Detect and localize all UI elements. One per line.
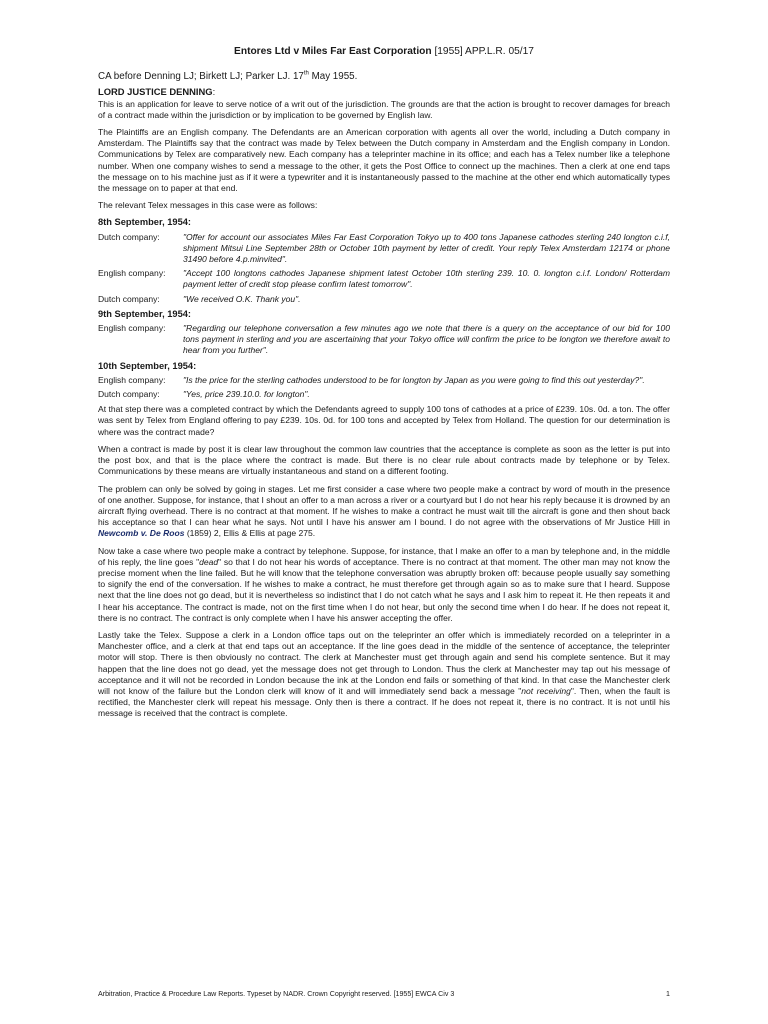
paragraph bbox=[98, 630, 670, 720]
telex-day bbox=[98, 309, 670, 357]
paragraph-text: Now take a case where two people make a contract by telephone. Suppose, for instance, that I make an offer to a man by telephone and, in the middle of his reply, the line goes " bbox=[98, 545, 670, 567]
paragraph-text: ". Then, when the fault is rectified, the Manchester clerk will repeat his message. Only then is there a contract. If he does not repeat it, there is no contract. It is not until his message is received that the contract is complete. bbox=[98, 685, 670, 719]
telex-date: 10th September, 1954: bbox=[98, 360, 197, 371]
telex-sender: English company: bbox=[98, 374, 166, 385]
telex-message bbox=[98, 232, 670, 266]
telex-message bbox=[98, 268, 670, 290]
telex-text: "Is the price for the sterling cathodes understood to be for longton by Japan as you were going to find this out yesterday?". bbox=[183, 374, 645, 385]
emphasis: dead bbox=[199, 556, 219, 567]
telex-sender: Dutch company: bbox=[98, 231, 160, 242]
paragraph: When a contract is made by post it is clear law throughout the common law countries that the acceptance is complete as soon as the letter is put into the post box, and that is the place where the contract is made. But there is no clear rule about contracts made by telephone or by Telex. Communications by these means are virtually instantaneous and stand on a different footing. bbox=[98, 443, 670, 477]
telex-date: 8th September, 1954: bbox=[98, 217, 192, 228]
judge-colon: : bbox=[212, 86, 216, 98]
case-title: Entores Ltd v Miles Far East Corporation bbox=[234, 46, 432, 57]
telex-day bbox=[98, 361, 670, 401]
page-number: 1 bbox=[666, 990, 670, 998]
paragraph: This is an application for leave to serve notice of a writ out of the jurisdiction. The grounds are that the action is brought to recover damages for breach of a contract made within the jurisdiction or by implication to be governed by English law. bbox=[98, 98, 670, 120]
court-line bbox=[98, 71, 670, 82]
paragraph-text: The problem can only be solved by going in stages. Let me first consider a case where two people make a contract by word of mouth in the presence of one another. Suppose, for instance, that I shout an offer to a man across a river or a courtyard but I do not hear his reply because it is drowned by an aircraft flying overhead. There is no contract at that moment. If he wishes to make a contract he must wait till the aircraft is gone and then shout back his acceptance so that I can hear what he says. Not until I have his answer am I bound. I do not agree with the observations of Mr Justice Hill in bbox=[98, 483, 670, 528]
judge-heading bbox=[98, 86, 670, 97]
paragraph-text: Lastly take the Telex. Suppose a clerk in a London office taps out on the teleprinter an offer which is immediately recorded on a teleprinter in a Manchester office, and a clerk at that end taps out an acceptance. If the line goes dead in the middle of the sentence of acceptance, the teleprinter motor will stop. There is then obviously no contract. The clerk at Manchester must get through again and send his complete sentence. But it may happen that the line does not go dead, yet the message does not get through to London. Thus the clerk at Manchester may tap out his message of acceptance and it will not be recorded in London because the ink at the London end fails or something of that kind. In that case the Manchester clerk will not know of the failure but the London clerk will know of it and will immediately send back a message " bbox=[98, 629, 670, 696]
judge-name: LORD JUSTICE DENNING bbox=[98, 86, 213, 98]
footer-text: Arbitration, Practice & Procedure Law Reports. Typeset by NADR. Crown Copyright reserved. [1955] EWCA Civ 3 bbox=[98, 990, 455, 998]
court-line-text: CA before Denning LJ; Birkett LJ; Parker LJ. 17 bbox=[98, 71, 304, 83]
telex-text: "Offer for account our associates Miles Far East Corporation Tokyo up to 400 tons Japanese cathodes sterling 240 longton c.i.f, shipment Mitsui Line September 28th or October 10th payment by letter of credit. Your reply Telex Amsterdam 12174 or phone 31490 before 4.p.minvited". bbox=[183, 231, 670, 265]
telex-sender: English company: bbox=[98, 323, 166, 334]
paragraph bbox=[98, 546, 670, 624]
telex-sender: Dutch company: bbox=[98, 293, 160, 304]
telex-text: "Yes, price 239.10.0. for longton". bbox=[183, 389, 310, 400]
page-title bbox=[98, 46, 670, 57]
paragraph-text: " so that I do not hear his words of acceptance. There is no contract at that moment. The other man may not know the precise moment when the line failed. But he will know that the telephone conversation was abruptly broken off: because people usually say something to signify the end of the conversation. If he wishes to make a contract, he must therefore get through again so as to make sure that I heard. Suppose next that the line does not go dead, but it is nevertheless so indistinct that I do not catch what he says and I ask him to repeat it. He then repeats it and I hear his acceptance. The contract is made, not on the first time when I do not hear, but only the second time when I do hear. If he does not repeat it, there is no contract. The contract is only complete when I have his answer accepting the offer. bbox=[98, 556, 671, 623]
emphasis: not receiving bbox=[521, 685, 571, 696]
telex-message bbox=[98, 294, 670, 305]
telex-date: 9th September, 1954: bbox=[98, 308, 192, 319]
paragraph: The Plaintiffs are an English company. The Defendants are an American corporation with agents all over the world, including a Dutch company in Amsterdam. The Plaintiffs say that the contract was made by Telex between the Dutch company in Amsterdam and the English company in London. Communications by Telex are comparatively new. Each company has a teleprinter machine in its office; and each has a Telex number like a telephone number. When one company wishes to send a message to the other, it gets the Post Office to connect up the machines. Then a clerk at one end taps the message on to his machine just as if it were a typewriter and it is instantaneously passed to the machine at the other end which automatically types the message on to paper at that end. bbox=[98, 127, 670, 194]
telex-message bbox=[98, 323, 670, 357]
telex-text: "We received O.K. Thank you". bbox=[183, 293, 301, 304]
telex-message bbox=[98, 389, 670, 400]
paragraph: The relevant Telex messages in this case were as follows: bbox=[98, 200, 318, 211]
paragraph bbox=[98, 484, 670, 540]
case-citation-ref: (1859) 2, Ellis & Ellis at page 275. bbox=[184, 528, 316, 539]
telex-message bbox=[98, 375, 670, 386]
page-footer bbox=[98, 990, 670, 998]
document-page bbox=[98, 46, 670, 726]
case-citation: [1955] APP.L.R. 05/17 bbox=[431, 46, 534, 57]
case-link[interactable]: Newcomb v. De Roos bbox=[98, 528, 185, 539]
court-line-date: May 1955. bbox=[308, 71, 358, 83]
court-line-sup: th bbox=[303, 70, 309, 77]
telex-day bbox=[98, 217, 670, 304]
telex-text: "Regarding our telephone conversation a few minutes ago we note that there is a query on the acceptance of our bid for 100 tons payment in sterling and you are ascertaining that your Tokyo office will confirm the price to be longton we therefore await to hear from you further". bbox=[183, 323, 670, 356]
telex-sender: English company: bbox=[98, 268, 166, 279]
telex-sender: Dutch company: bbox=[98, 389, 160, 400]
telex-text: "Accept 100 longtons cathodes Japanese shipment latest October 10th sterling 239. 10. 0. longton c.i.f. London/ Rotterdam payment letter of credit stop please confirm latest tomorrow". bbox=[183, 268, 670, 290]
paragraph: At that step there was a completed contract by which the Defendants agreed to supply 100 tons of cathodes at a price of £239. 10s. 0d. a ton. The offer was sent by Telex from England offering to pay £239. 10s. 0d. for 100 tons and accepted by Telex from Holland. The question for our determination is where was the contract made? bbox=[98, 404, 670, 437]
